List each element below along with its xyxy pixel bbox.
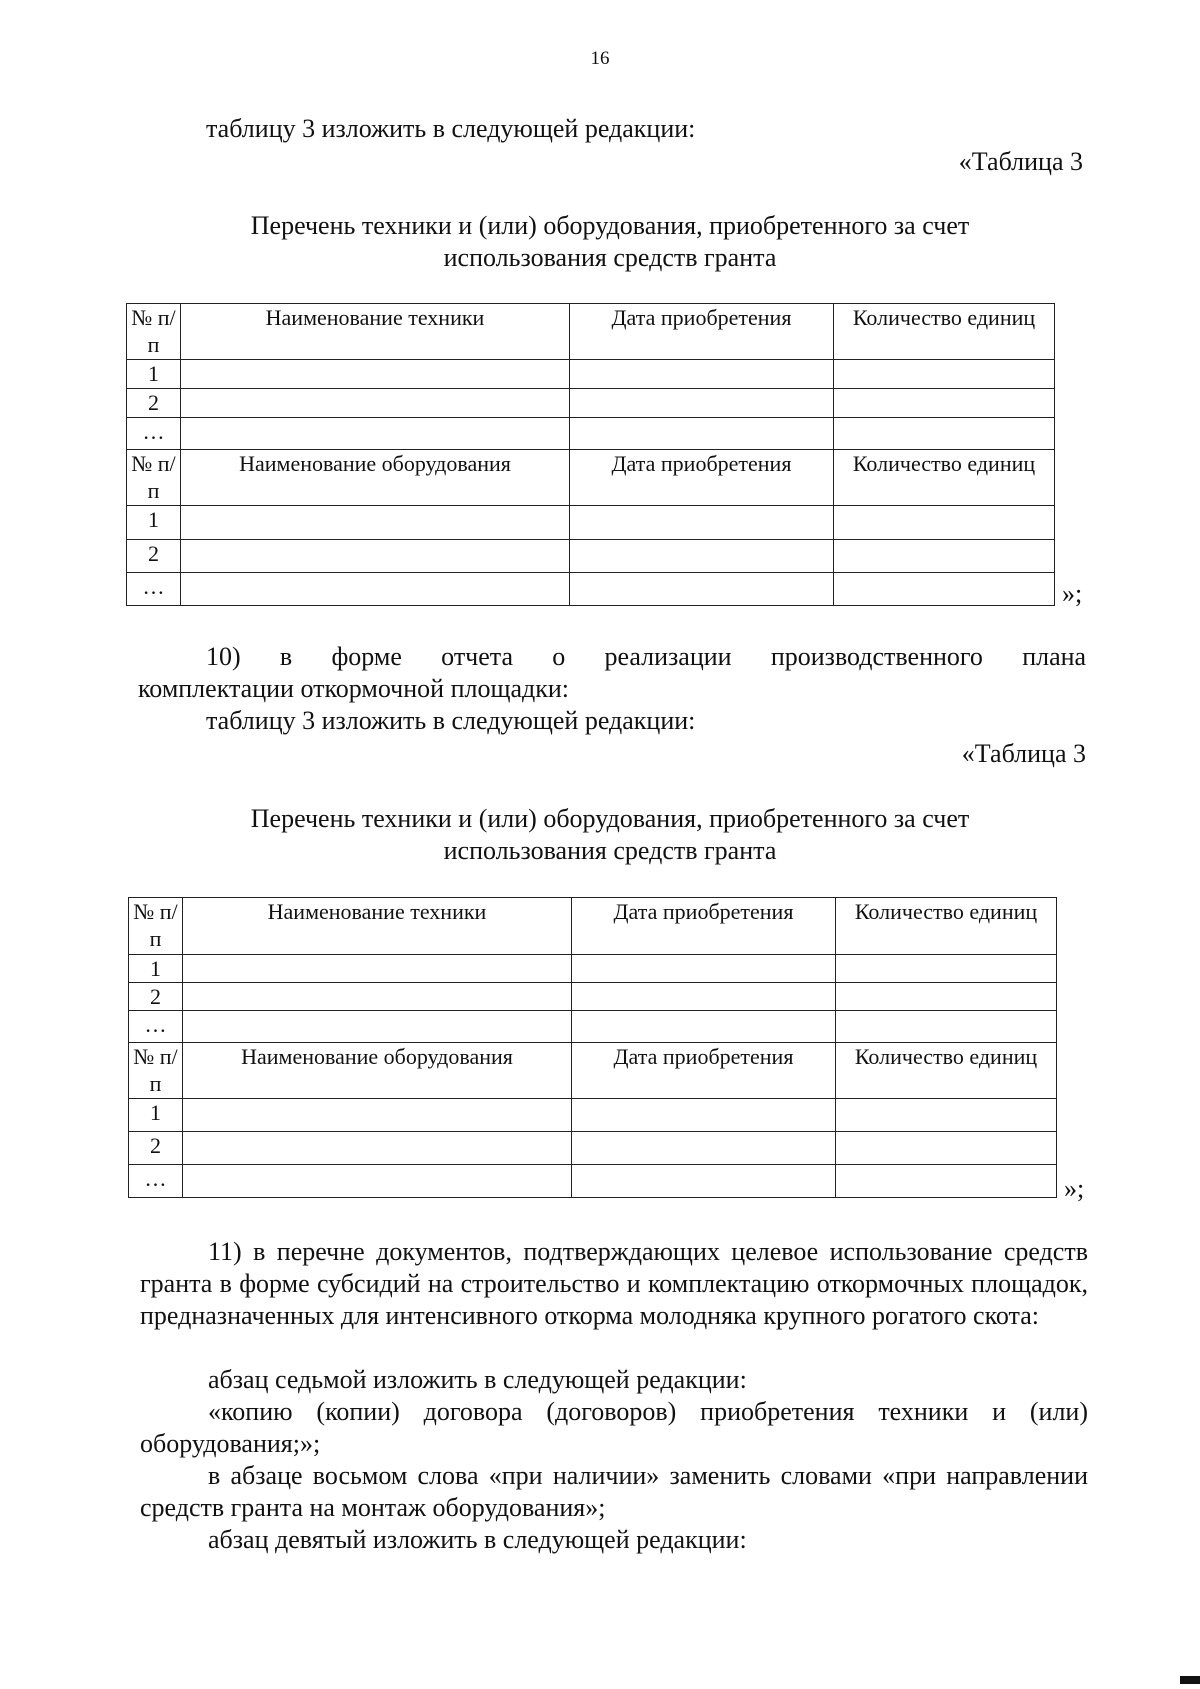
- item-10-word: форме: [331, 642, 402, 671]
- table-row: [127, 389, 1055, 418]
- table-label-2: «Таблица 3: [961, 739, 1086, 768]
- list-title-1-line2: использования средств гранта: [443, 243, 777, 272]
- item-11-text: 11) в перечне документов, подтверждающих целевое использование средств гранта в форме субсидий на строительство и комплектацию откормочных площадок, предназначенных для интенсивного откорма молодняка крупного рогатого скота:: [140, 1237, 1088, 1330]
- row-number: 2: [127, 389, 181, 418]
- closing-quote-1: »;: [1062, 579, 1083, 608]
- header-date: Дата приобретения: [570, 450, 834, 506]
- equipment-table-1: [126, 303, 1055, 606]
- para-eighth: в абзаце восьмом слова «при наличии» заменить словами «при направлении средств гранта на монтаж оборудования»;: [140, 1461, 1088, 1522]
- list-title-2-line2: использования средств гранта: [443, 836, 777, 865]
- header-date: Дата приобретения: [570, 304, 834, 360]
- row-number: 1: [129, 1099, 183, 1132]
- table-label-1: «Таблица 3: [958, 147, 1083, 176]
- header-tech-name: Наименование техники: [181, 304, 570, 360]
- row-number: 1: [127, 506, 181, 540]
- row-number: …: [129, 1165, 183, 1198]
- scan-mark: [1180, 1676, 1200, 1684]
- header-equip-name: Наименование оборудования: [183, 1043, 572, 1099]
- item-10-word: реализации: [604, 642, 732, 671]
- row-number: 1: [127, 360, 181, 389]
- para-copy: «копию (копии) договора (договоров) приобретения техники и (или) оборудования;»;: [140, 1397, 1088, 1458]
- page-number: 16: [590, 48, 610, 69]
- table-row: [129, 1011, 1057, 1043]
- table-row: [129, 983, 1057, 1011]
- item-10-word: плана: [1022, 642, 1087, 671]
- header-qty: Количество единиц: [836, 1043, 1057, 1099]
- row-number: 2: [129, 1132, 183, 1165]
- header-date: Дата приобретения: [572, 898, 836, 955]
- list-title-2-line1: Перечень техники и (или) оборудования, приобретенного за счет: [250, 804, 970, 833]
- header-qty: Количество единиц: [836, 898, 1057, 955]
- closing-quote-2: »;: [1064, 1174, 1085, 1203]
- table-row: [129, 1132, 1057, 1165]
- header-qty: Количество единиц: [834, 450, 1055, 506]
- list-title-1-line1: Перечень техники и (или) оборудования, приобретенного за счет: [250, 211, 970, 240]
- header-num: № п/п: [129, 1043, 183, 1099]
- item-10-word: производственного: [770, 642, 983, 671]
- table-row: [127, 540, 1055, 573]
- item-10-line1: [206, 641, 1086, 673]
- equipment-table-2: [128, 897, 1057, 1198]
- row-number: 2: [127, 540, 181, 573]
- item-10-word: 10): [206, 642, 241, 671]
- header-num: № п/п: [129, 898, 183, 955]
- table-row: [127, 573, 1055, 606]
- table-header-row-tech: [127, 304, 1055, 360]
- row-number: 2: [129, 983, 183, 1011]
- table-row: [129, 1099, 1057, 1132]
- header-equip-name: Наименование оборудования: [181, 450, 570, 506]
- table-row: [129, 955, 1057, 983]
- table-header-row-tech: [129, 898, 1057, 955]
- table-row: [127, 360, 1055, 389]
- row-number: …: [129, 1011, 183, 1043]
- header-date: Дата приобретения: [572, 1043, 836, 1099]
- table-header-row-equip: [127, 450, 1055, 506]
- row-number: 1: [129, 955, 183, 983]
- header-num: № п/п: [127, 304, 181, 360]
- table-row: [129, 1165, 1057, 1198]
- row-number: …: [127, 418, 181, 450]
- item-10-word: в: [279, 642, 293, 671]
- header-num: № п/п: [127, 450, 181, 506]
- row-number: …: [127, 573, 181, 606]
- header-tech-name: Наименование техники: [183, 898, 572, 955]
- item-10-word: отчета: [441, 642, 514, 671]
- item-10-line2: комплектации откормочной площадки:: [138, 674, 570, 703]
- para-ninth: абзац девятый изложить в следующей редакции:: [208, 1525, 747, 1554]
- table-row: [127, 506, 1055, 540]
- intro-text-2: таблицу 3 изложить в следующей редакции:: [206, 706, 696, 735]
- intro-text-1: таблицу 3 изложить в следующей редакции:: [206, 114, 696, 143]
- header-qty: Количество единиц: [834, 304, 1055, 360]
- table-row: [127, 418, 1055, 450]
- item-10-word: о: [552, 642, 566, 671]
- para-seventh: абзац седьмой изложить в следующей редакции:: [208, 1365, 747, 1394]
- table-header-row-equip: [129, 1043, 1057, 1099]
